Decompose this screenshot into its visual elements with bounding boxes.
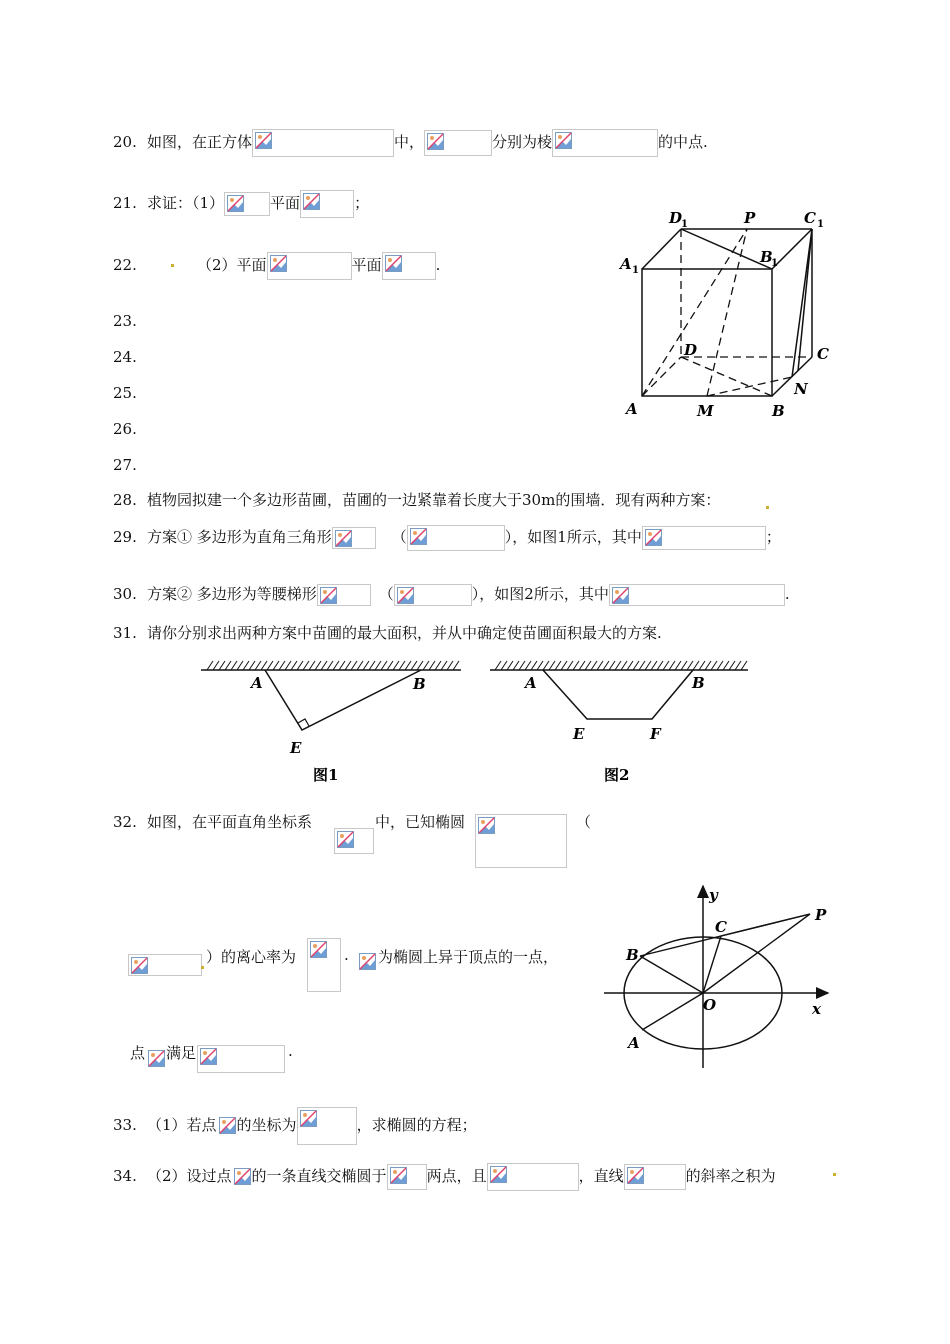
broken-image-icon (385, 255, 402, 272)
fig1-label-B: B (413, 675, 426, 693)
wall-hatch (291, 661, 297, 670)
question-29: 29. 方案① 多边形为直角三角形 （ ），如图1所示，其中 ； (113, 525, 781, 551)
wall-hatch (249, 661, 255, 670)
wall-hatch (267, 661, 273, 670)
broken-image-icon (337, 831, 354, 848)
fig2-label-A: A (525, 674, 537, 692)
formula-image (197, 1045, 285, 1073)
wall-hatch (735, 661, 741, 670)
formula-image (232, 1166, 252, 1188)
wall-hatch (717, 661, 723, 670)
formula-image (407, 525, 505, 551)
fig1-label-E: E (290, 739, 302, 757)
label-B: B (772, 402, 785, 420)
fig1-caption: 图1 (313, 766, 339, 784)
label-A1-sub: 1 (632, 265, 639, 276)
formula-image (332, 527, 376, 549)
formula-image (487, 1163, 579, 1191)
label-C: C (817, 345, 829, 363)
wall-hatch (297, 661, 303, 670)
wall-hatch (315, 661, 321, 670)
formula-image (307, 938, 341, 992)
wall-hatch (561, 661, 567, 670)
label-P: P (815, 906, 827, 924)
wall-hatch (261, 661, 267, 670)
formula-image (146, 1048, 166, 1070)
formula-image (642, 526, 766, 550)
question-number: 28. (113, 491, 137, 509)
wall-hatch (669, 661, 675, 670)
label-A1: A (620, 255, 632, 273)
broken-image-icon (612, 587, 629, 604)
wall-hatch (519, 661, 525, 670)
formula-image (387, 1164, 427, 1190)
ellipse-figure (600, 880, 840, 1070)
wall-hatch (225, 661, 231, 670)
wall-hatch (741, 661, 747, 670)
wall-hatch (351, 661, 357, 670)
wall-hatch (591, 661, 597, 670)
wall-hatch (681, 661, 687, 670)
label-C1-sub: 1 (817, 219, 824, 230)
wall-hatch (273, 661, 279, 670)
wall-hatch (207, 661, 213, 670)
wall-hatch (387, 661, 393, 670)
wall-hatch (531, 661, 537, 670)
broken-image-icon (148, 1050, 165, 1067)
figure-2-trapezoid (485, 656, 755, 788)
broken-image-icon (335, 530, 352, 547)
wall-hatch (243, 661, 249, 670)
wall-hatch (393, 661, 399, 670)
broken-image-icon (255, 132, 272, 149)
question-number: 34. (113, 1167, 137, 1185)
broken-image-icon (270, 255, 287, 272)
question-34: 34. （2）设过点 的一条直线交椭圆于 两点，且 ，直线 的斜率之积为 (113, 1163, 776, 1191)
broken-image-icon (627, 1167, 644, 1184)
wall-hatch (513, 661, 519, 670)
question-number: 20. (113, 133, 137, 151)
broken-image-icon (478, 817, 495, 834)
formula-image (334, 828, 374, 854)
broken-image-icon (397, 587, 414, 604)
wall-hatch (255, 661, 261, 670)
broken-image-icon (320, 587, 337, 604)
fig2-label-E: E (573, 725, 585, 743)
figure-1-triangle (195, 656, 470, 788)
question-20: 20. 如图，在正方体 中， 分别为棱 的中点. (113, 129, 708, 157)
formula-image (224, 192, 270, 216)
wall-hatch (345, 661, 351, 670)
wall-hatch (567, 661, 573, 670)
wall-hatch (453, 661, 459, 670)
wall-hatch (333, 661, 339, 670)
formula-image (217, 1115, 237, 1137)
wall-hatch (327, 661, 333, 670)
wall-hatch (615, 661, 621, 670)
question-23: 23. (113, 312, 137, 330)
wall-hatch (237, 661, 243, 670)
wall-hatch (597, 661, 603, 670)
question-28: 28. 植物园拟建一个多边形苗圃，苗圃的一边紧靠着长度大于30m的围墙．现有两种方案： (113, 491, 721, 509)
wall-hatch (573, 661, 579, 670)
label-D1: D (669, 209, 683, 227)
cube-figure (612, 205, 844, 427)
wall-hatch (621, 661, 627, 670)
broken-image-icon (555, 132, 572, 149)
wall-hatch (699, 661, 705, 670)
wall-hatch (405, 661, 411, 670)
wall-hatch (447, 661, 453, 670)
question-number: 31. (113, 624, 137, 642)
question-22: 22. （2）平面 平面 . (113, 252, 440, 280)
wall-hatch (381, 661, 387, 670)
formula-image (382, 252, 436, 280)
fig2-caption: 图2 (604, 766, 630, 784)
formula-image (300, 190, 354, 218)
wall-hatch (417, 661, 423, 670)
wall-hatch (675, 661, 681, 670)
wall-hatch (321, 661, 327, 670)
label-P: P (744, 209, 756, 227)
label-D: D (684, 341, 698, 359)
broken-image-icon (359, 953, 376, 970)
label-A: A (628, 1034, 640, 1052)
formula-image (317, 584, 371, 606)
formula-image (609, 584, 785, 606)
label-B1-sub: 1 (771, 258, 778, 269)
fig2-label-B: B (692, 674, 705, 692)
question-number: 33. (113, 1116, 137, 1134)
label-x: x (812, 1000, 821, 1018)
wall-hatch (507, 661, 513, 670)
broken-image-icon (200, 1048, 217, 1065)
wall-hatch (693, 661, 699, 670)
label-B1: B (760, 248, 773, 266)
wall-hatch (429, 661, 435, 670)
question-number: 21. (113, 194, 137, 212)
wall-hatch (585, 661, 591, 670)
formula-image (624, 1164, 686, 1190)
wall-hatch (363, 661, 369, 670)
wall-hatch (555, 661, 561, 670)
broken-image-icon (131, 957, 148, 974)
wall-hatch (645, 661, 651, 670)
fig1-label-A: A (251, 674, 263, 692)
wall-hatch (663, 661, 669, 670)
wall-hatch (651, 661, 657, 670)
question-number: 30. (113, 585, 137, 603)
fig2-label-F: F (650, 725, 661, 743)
wall-hatch (579, 661, 585, 670)
wall-hatch (219, 661, 225, 670)
formula-image (475, 814, 567, 868)
wall-hatch (435, 661, 441, 670)
question-number: 29. (113, 528, 137, 546)
wall-hatch (231, 661, 237, 670)
wall-hatch (303, 661, 309, 670)
broken-image-icon (410, 528, 427, 545)
broken-image-icon (227, 195, 244, 212)
broken-image-icon (427, 133, 444, 150)
wall-hatch (423, 661, 429, 670)
label-C1: C (804, 209, 816, 227)
wall-hatch (279, 661, 285, 670)
label-O: O (703, 996, 717, 1014)
wall-hatch (369, 661, 375, 670)
wall-hatch (525, 661, 531, 670)
formula-image (267, 252, 352, 280)
wall-hatch (627, 661, 633, 670)
formula-image (424, 130, 492, 156)
wall-hatch (705, 661, 711, 670)
question-number: 22. (113, 256, 137, 274)
label-A: A (626, 400, 638, 418)
wall-hatch (537, 661, 543, 670)
wall-hatch (441, 661, 447, 670)
wall-hatch (609, 661, 615, 670)
question-33: 33. （1）若点 的坐标为 ，求椭圆的方程； (113, 1107, 477, 1145)
broken-image-icon (300, 1110, 317, 1127)
broken-image-icon (310, 941, 327, 958)
wall-hatch (543, 661, 549, 670)
wall-hatch (723, 661, 729, 670)
question-21: 21. 求证：（1） 平面 ； (113, 190, 369, 218)
wall-hatch (357, 661, 363, 670)
label-B: B (626, 946, 639, 964)
formula-image (297, 1107, 357, 1145)
wall-hatch (603, 661, 609, 670)
broken-image-icon (219, 1117, 236, 1134)
wall-hatch (375, 661, 381, 670)
wall-hatch (729, 661, 735, 670)
label-D1-sub: 1 (681, 219, 688, 230)
broken-image-icon (234, 1168, 251, 1185)
question-number: 32. (113, 813, 137, 831)
wall-hatch (285, 661, 291, 670)
wall-hatch (495, 661, 501, 670)
wall-hatch (399, 661, 405, 670)
formula-image (357, 951, 377, 973)
wall-hatch (711, 661, 717, 670)
broken-image-icon (645, 529, 662, 546)
wall-hatch (501, 661, 507, 670)
question-25: 25. (113, 384, 137, 402)
wall-hatch (639, 661, 645, 670)
question-31: 31. 请你分别求出两种方案中苗圃的最大面积，并从中确定使苗圃面积最大的方案. (113, 624, 662, 642)
question-27: 27. (113, 456, 137, 474)
formula-image (252, 129, 394, 157)
wall-hatch (633, 661, 639, 670)
label-y: y (709, 886, 718, 904)
label-C: C (715, 918, 727, 936)
formula-image (394, 584, 472, 606)
broken-image-icon (390, 1167, 407, 1184)
wall-hatch (339, 661, 345, 670)
wall-hatch (213, 661, 219, 670)
wall-hatch (309, 661, 315, 670)
wall-hatch (657, 661, 663, 670)
formula-image (128, 954, 202, 976)
question-32-line1: 32. 如图，在平面直角坐标系 (113, 813, 313, 831)
question-24: 24. (113, 348, 137, 366)
broken-image-icon (490, 1166, 507, 1183)
label-N: N (794, 380, 808, 398)
broken-image-icon (303, 193, 320, 210)
wall-hatch (687, 661, 693, 670)
label-M: M (697, 402, 714, 420)
question-30: 30. 方案② 多边形为等腰梯形 （ ），如图2所示，其中 . (113, 584, 790, 606)
question-26: 26. (113, 420, 137, 438)
formula-image (552, 129, 658, 157)
wall-hatch (549, 661, 555, 670)
wall-hatch (411, 661, 417, 670)
